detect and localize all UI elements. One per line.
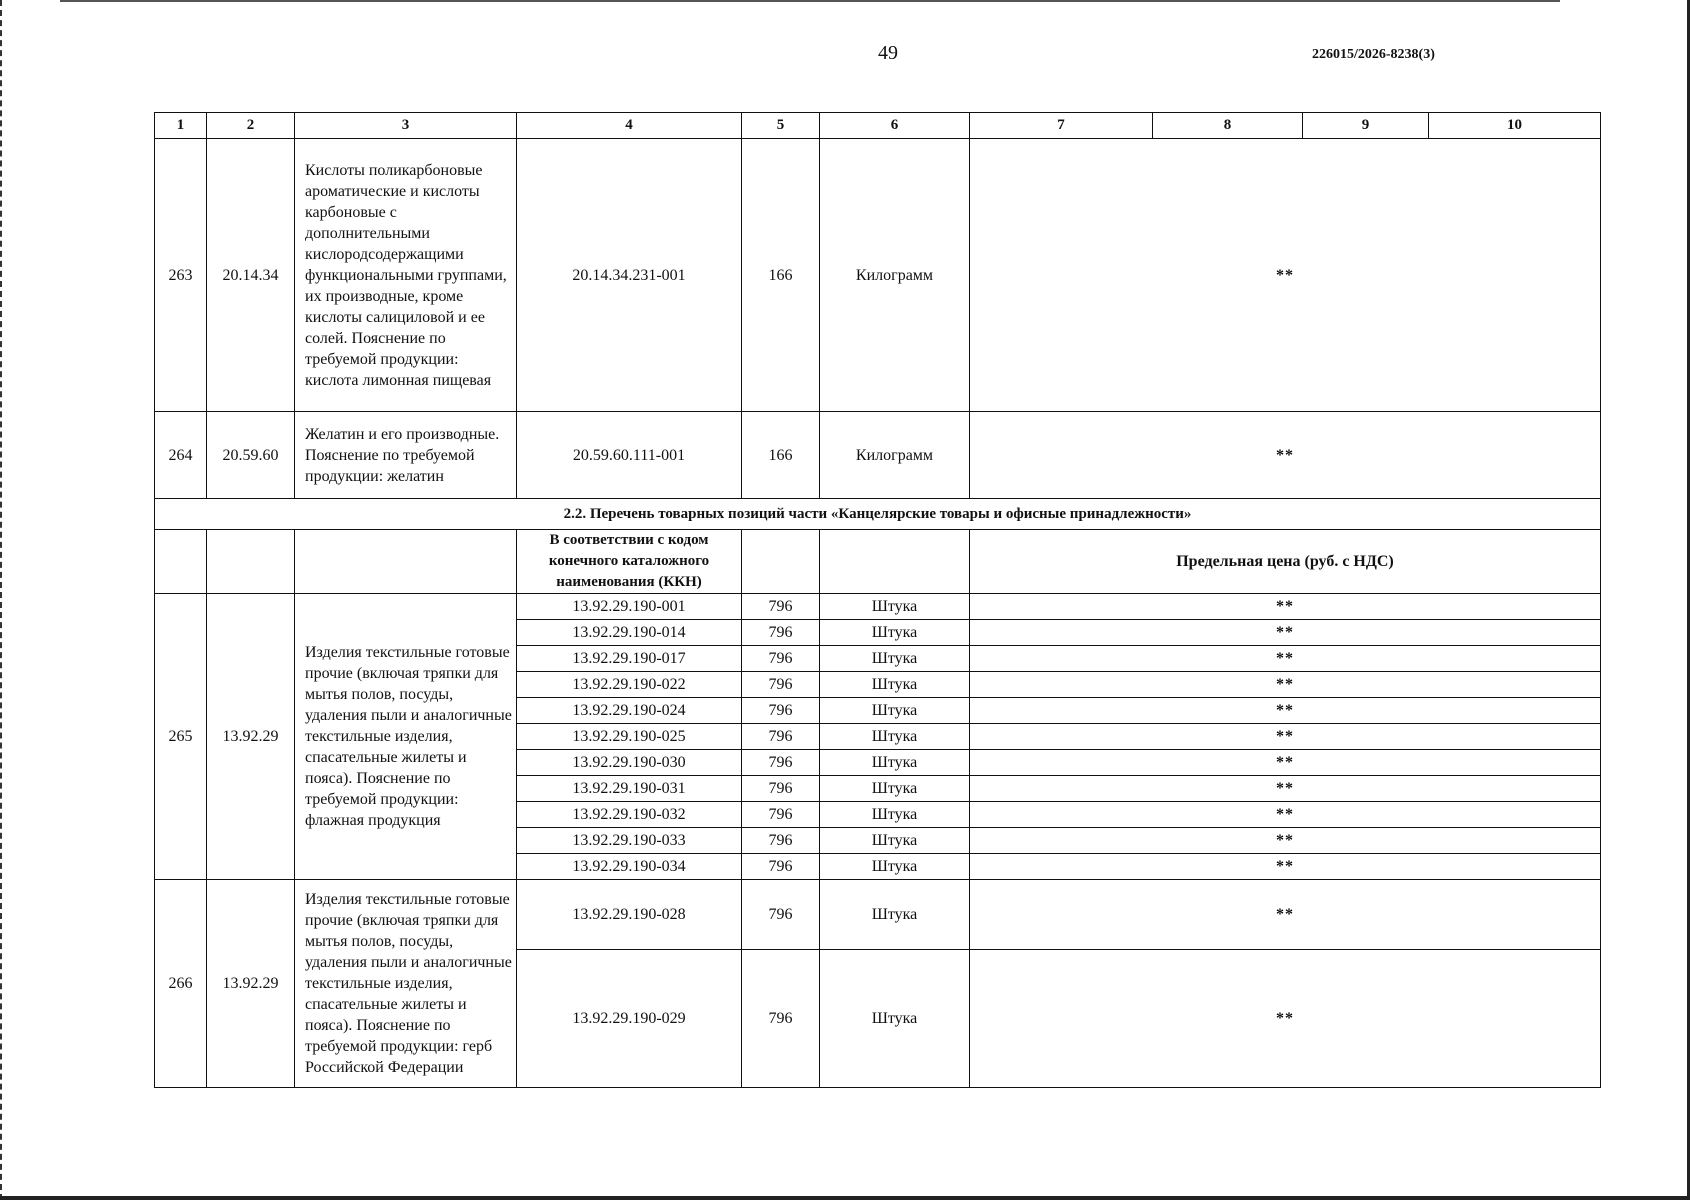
okei-code: 796 <box>742 672 820 698</box>
price-value: ** <box>970 672 1601 698</box>
kkn-code: 13.92.29.190-028 <box>517 880 742 950</box>
empty-cell <box>295 530 517 594</box>
okei-code: 796 <box>742 646 820 672</box>
okei-code: 796 <box>742 854 820 880</box>
okei-code: 796 <box>742 950 820 1088</box>
column-number: 5 <box>742 113 820 139</box>
okei-code: 796 <box>742 776 820 802</box>
ktru-code: 20.59.60.111-001 <box>517 412 742 499</box>
unit-name: Штука <box>820 594 970 620</box>
unit-name: Штука <box>820 828 970 854</box>
section-title-row <box>155 499 1601 530</box>
kkn-code: 13.92.29.190-001 <box>517 594 742 620</box>
okei-code: 796 <box>742 802 820 828</box>
unit-name: Штука <box>820 750 970 776</box>
unit-name: Штука <box>820 880 970 950</box>
kkn-code: 13.92.29.190-022 <box>517 672 742 698</box>
unit-name: Штука <box>820 620 970 646</box>
price-value: ** <box>970 412 1601 499</box>
price-value: ** <box>970 854 1601 880</box>
okpd-code: 13.92.29 <box>207 594 295 880</box>
row-number: 264 <box>155 412 207 499</box>
kkn-code: 13.92.29.190-024 <box>517 698 742 724</box>
section-header-row <box>155 530 1601 594</box>
empty-cell <box>820 530 970 594</box>
price-value: ** <box>970 594 1601 620</box>
kkn-code: 13.92.29.190-033 <box>517 828 742 854</box>
ktru-code: 20.14.34.231-001 <box>517 139 742 412</box>
price-value: ** <box>970 828 1601 854</box>
price-header: Предельная цена (руб. с НДС) <box>970 530 1601 594</box>
okei-code: 166 <box>742 139 820 412</box>
scan-edge-bottom <box>0 1196 1690 1200</box>
scan-edge-top <box>60 0 1560 4</box>
price-value: ** <box>970 750 1601 776</box>
product-name: Кислоты поликарбоновые ароматические и кислоты карбоновые с дополнительными кислородсодержащими функциональными группами, их производные, кроме кислоты салициловой и ее солей. Пояснение по требуемой продукции: кислота лимонная пищевая <box>295 139 517 412</box>
unit-name: Штука <box>820 672 970 698</box>
column-number: 9 <box>1303 113 1429 139</box>
column-numbers-row <box>155 113 1601 139</box>
section-title: 2.2. Перечень товарных позиций части «Канцелярские товары и офисные принадлежности» <box>155 499 1601 530</box>
row-number: 265 <box>155 594 207 880</box>
empty-cell <box>155 530 207 594</box>
unit-name: Штука <box>820 854 970 880</box>
kkn-code: 13.92.29.190-014 <box>517 620 742 646</box>
unit-name: Штука <box>820 776 970 802</box>
unit-name: Штука <box>820 950 970 1088</box>
column-number: 10 <box>1429 113 1601 139</box>
empty-cell <box>207 530 295 594</box>
column-number: 7 <box>970 113 1153 139</box>
table-row <box>155 412 1601 499</box>
unit-name: Штука <box>820 698 970 724</box>
okpd-code: 20.59.60 <box>207 412 295 499</box>
kkn-code: 13.92.29.190-030 <box>517 750 742 776</box>
kkn-code: 13.92.29.190-034 <box>517 854 742 880</box>
kkn-code: 13.92.29.190-017 <box>517 646 742 672</box>
price-value: ** <box>970 950 1601 1088</box>
page-number: 49 <box>878 42 898 64</box>
column-number: 6 <box>820 113 970 139</box>
row-number: 266 <box>155 880 207 1088</box>
column-number: 4 <box>517 113 742 139</box>
product-name: Изделия текстильные готовые прочие (включая тряпки для мытья полов, посуды, удаления пыли и аналогичные текстильные изделия, спасательные жилеты и пояса). Пояснение по требуемой продукции: флажная продукция <box>295 594 517 880</box>
okei-code: 796 <box>742 594 820 620</box>
kkn-code: 13.92.29.190-025 <box>517 724 742 750</box>
unit-name: Штука <box>820 724 970 750</box>
price-value: ** <box>970 880 1601 950</box>
table-row <box>155 594 1601 620</box>
price-value: ** <box>970 620 1601 646</box>
price-value: ** <box>970 139 1601 412</box>
okei-code: 796 <box>742 698 820 724</box>
unit-name: Штука <box>820 646 970 672</box>
empty-cell <box>742 530 820 594</box>
okei-code: 796 <box>742 620 820 646</box>
okpd-code: 20.14.34 <box>207 139 295 412</box>
unit-name: Штука <box>820 802 970 828</box>
unit-name: Килограмм <box>820 139 970 412</box>
kkn-header: В соответствии с кодом конечного каталожного наименования (ККН) <box>517 530 742 594</box>
row-number: 263 <box>155 139 207 412</box>
scan-edge-left <box>0 0 4 1200</box>
price-value: ** <box>970 802 1601 828</box>
column-number: 8 <box>1153 113 1303 139</box>
okei-code: 796 <box>742 724 820 750</box>
unit-name: Килограмм <box>820 412 970 499</box>
table-row <box>155 880 1601 950</box>
price-value: ** <box>970 646 1601 672</box>
kkn-code: 13.92.29.190-031 <box>517 776 742 802</box>
okei-code: 796 <box>742 828 820 854</box>
product-name: Изделия текстильные готовые прочие (включая тряпки для мытья полов, посуды, удаления пыли и аналогичные текстильные изделия, спасательные жилеты и пояса). Пояснение по требуемой продукции: герб Российской Федерации <box>295 880 517 1088</box>
kkn-code: 13.92.29.190-032 <box>517 802 742 828</box>
column-number: 1 <box>155 113 207 139</box>
price-value: ** <box>970 698 1601 724</box>
okpd-code: 13.92.29 <box>207 880 295 1088</box>
okei-code: 166 <box>742 412 820 499</box>
column-number: 2 <box>207 113 295 139</box>
okei-code: 796 <box>742 880 820 950</box>
table-row <box>155 139 1601 412</box>
okei-code: 796 <box>742 750 820 776</box>
registry-table <box>154 112 1601 1088</box>
price-value: ** <box>970 724 1601 750</box>
price-value: ** <box>970 776 1601 802</box>
document-id: 226015/2026-8238(3) <box>1312 47 1435 62</box>
column-number: 3 <box>295 113 517 139</box>
product-name: Желатин и его производные. Пояснение по требуемой продукции: желатин <box>295 412 517 499</box>
kkn-code: 13.92.29.190-029 <box>517 950 742 1088</box>
